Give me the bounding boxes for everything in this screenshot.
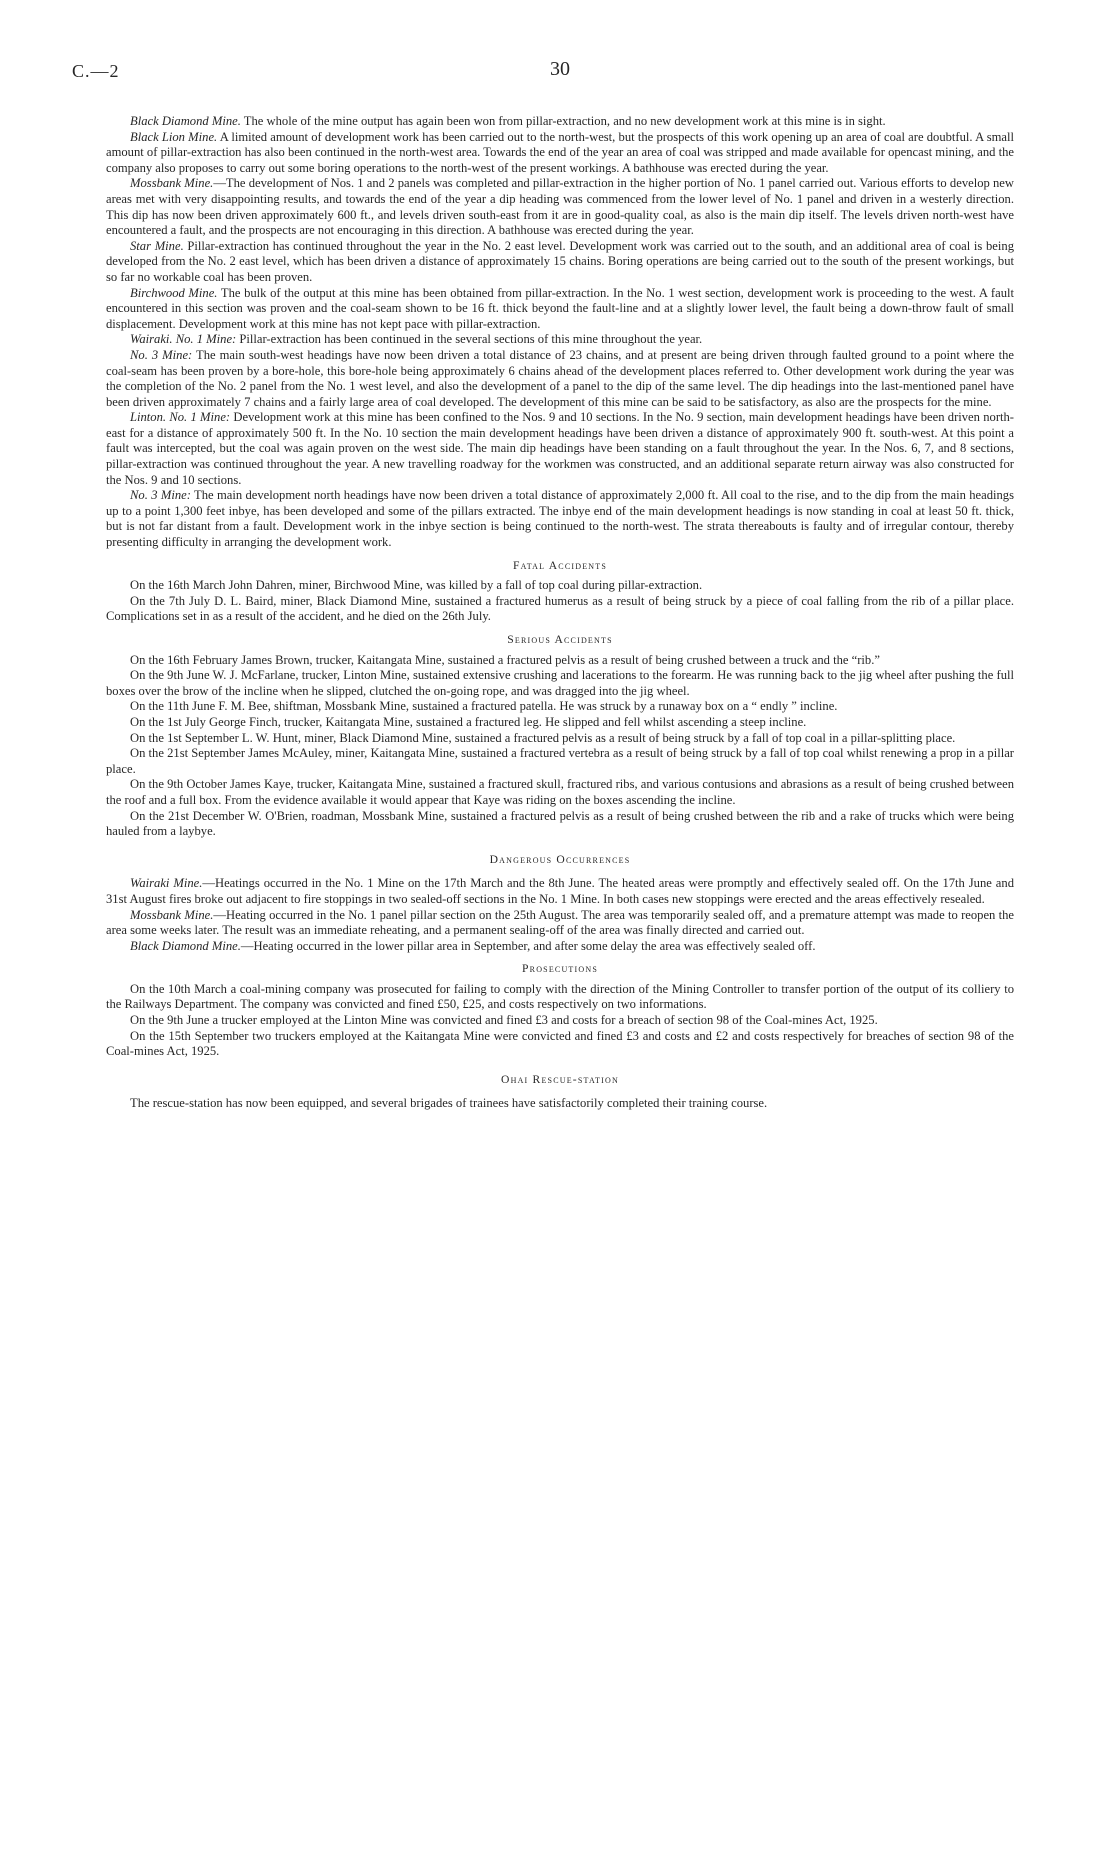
mine-text: The whole of the mine output has again been won from pillar-extraction, and no new development work at this mine is in sight. (243, 114, 886, 128)
report-reference: C.—2 (72, 61, 120, 81)
section-heading: Serious Accidents (507, 633, 613, 646)
mine-name: No. 3 Mine: (130, 347, 193, 362)
mine-name: No. 3 Mine: (130, 488, 191, 503)
mine-text: Pillar-extraction has been continued in the several sections of this mine throughout the year. (239, 332, 703, 347)
accident-paragraph: On the 16th February James Brown, trucker, Kaitangata Mine, sustained a fractured pelvis as a result of being crushed between a truck and the “rib.” (130, 652, 880, 667)
rescue-paragraph: The rescue-station has now been equipped, and several brigades of trainees have satisfactorily completed their training course. (130, 1096, 768, 1111)
mine-name: Black Diamond Mine. (130, 114, 241, 128)
accident-paragraph: On the 7th July D. L. Baird, miner, Black Diamond Mine, sustained a fractured humerus as a result of being struck by a piece of coal falling from the rib of a pillar place. Complications set in as a result of the accident, and he died on the 26th July. (106, 593, 1014, 624)
occurrence-text: —Heatings occurred in the No. 1 Mine on the 17th March and the 8th June. The heated areas were promptly and effectively sealed off. On the 17th June and 31st August fires broke out adjacent to fire stoppings in two sealed-off sections in the No. 1 Mine. In both cases new stoppings were erected and the areas effectively resealed. (106, 876, 1014, 906)
accident-paragraph: On the 9th June W. J. McFarlane, trucker, Linton Mine, sustained extensive crushing and lacerations to the forearm. He was running back to the jig wheel after pushing the full boxes over the brow of the incline when he slipped, clutched the on-going rope, and was dragged into the jig wheel. (106, 668, 1014, 698)
section-heading: Fatal Accidents (513, 558, 607, 572)
mine-reports (106, 114, 1014, 551)
prosecutions-section (106, 961, 1014, 1060)
accident-paragraph: On the 21st December W. O'Brien, roadman, Mossbank Mine, sustained a fractured pelvis as a result of being crushed between the rib and a rake of trucks which were being hauled from a laybye. (106, 808, 1014, 839)
mine-paragraph (106, 488, 1014, 550)
occurrence-text: —Heating occurred in the lower pillar area in September, and after some delay the area was effectively sealed off. (240, 938, 816, 953)
accident-paragraph: On the 1st September L. W. Hunt, miner, Black Diamond Mine, sustained a fractured pelvis as a result of being struck by a fall of top coal in a pillar-splitting place. (130, 730, 956, 745)
mine-paragraph (106, 286, 1014, 333)
mine-name: Linton. No. 1 Mine: (130, 410, 231, 425)
mine-text: Pillar-extraction has continued throughout the year in the No. 2 east level. Development work was carried out to the south, and an additional area of coal is being developed from the No. 2 east level, which has been driven a distance of approximately 15 chains. Boring operations are being carried out to the south of the present workings, but so far no workable coal has been proven. (106, 238, 1014, 284)
mine-paragraph (106, 348, 1014, 410)
page-number: 30 (550, 58, 570, 80)
mine-paragraph (106, 239, 1014, 286)
mine-paragraph (106, 114, 1014, 130)
mine-name: Star Mine. (130, 238, 184, 253)
mine-name: Mossbank Mine. (130, 907, 214, 922)
mine-text: —The development of Nos. 1 and 2 panels was completed and pillar-extraction in the higher portion of No. 1 panel carried out. Various efforts to develop new areas met with very disappointing results, and towards the end of the year a dip heading was commenced from the lower level of No. 1 panel and driven in a westerly direction. This dip has now been driven approximately 600 ft., and levels driven south-east from it are in good-quality coal, as also is the main dip itself. The levels driven north-west have encountered a fault, and the prospects are not encouraging in this direction. A bathhouse was erected during the year. (106, 176, 1014, 238)
mine-paragraph (106, 410, 1014, 488)
occurrence-paragraph (106, 876, 1014, 907)
mine-paragraph (106, 130, 1014, 177)
mine-text: The main development north headings have now been driven a total distance of approximately 2,000 ft. All coal to the rise, and to the dip from the main headings up to a point 1,300 feet inbye, has been developed and some of the pillars extracted. The inbye end of the main development headings is now standing in coal at least 50 ft. thick, but is not far distant from a fault. Development work in the inbye section is being continued to the north-west. The strata thereabouts is faulty and of irregular contour, thereby presenting difficulty in arranging the development work. (106, 488, 1015, 550)
accident-paragraph: On the 11th June F. M. Bee, shiftman, Mossbank Mine, sustained a fractured patella. He was struck by a runaway box on a “ endly ” incline. (130, 699, 838, 714)
prosecution-paragraph: On the 9th June a trucker employed at the Linton Mine was convicted and fined £3 and costs for a breach of section 98 of the Coal-mines Act, 1925. (130, 1013, 878, 1028)
accident-paragraph: On the 16th March John Dahren, miner, Birchwood Mine, was killed by a fall of top coal during pillar-extraction. (130, 578, 703, 593)
mine-text: The bulk of the output at this mine has been obtained from pillar-extraction. In the No. 1 west section, development work is proceeding to the west. A fault encountered in this section was proven and the coal-seam shown to be 16 ft. thick beyond the fault-line and at a slightly lower level, the fault being a down-throw fault of small displacement. Development work at this mine has not kept pace with pillar-extraction. (106, 285, 1014, 331)
prosecution-paragraph: On the 15th September two truckers employed at the Kaitangata Mine were convicted and fined £3 and costs and £2 and costs respectively for breaches of section 98 of the Coal-mines Act, 1925. (106, 1028, 1014, 1059)
accident-paragraph: On the 1st July George Finch, trucker, Kaitangata Mine, sustained a fractured leg. He slipped and fell whilst ascending a steep incline. (130, 714, 807, 729)
mine-name: Birchwood Mine. (130, 285, 218, 300)
page-header (72, 58, 1014, 88)
mine-text: Development work at this mine has been confined to the Nos. 9 and 10 sections. In the No. 9 section, main development headings have been driven north-east for a distance of approximately 500 ft. In the No. 10 section the main development headings have been driven a distance of approximately 900 ft. south-west. At this point a fault was intercepted, but the coal was again proven on the west side. The main dip headings have been standing on a fault throughout the year. In the Nos. 6, 7, and 8 sections, pillar-extraction was continued throughout the year. A new travelling roadway for the workmen was constructed, and an additional separate return airway was also constructed for the Nos. 9 and 10 sections. (106, 410, 1015, 487)
prosecution-paragraph: On the 10th March a coal-mining company was prosecuted for failing to comply with the direction of the Mining Controller to transfer portion of the output of its colliery to the Railways Department. The company was convicted and fined £50, £25, and costs respectively on two informations. (106, 981, 1014, 1012)
mine-name: Wairaki. No. 1 Mine: (130, 332, 237, 347)
mine-paragraph (106, 332, 1014, 348)
section-heading: Prosecutions (522, 962, 598, 976)
accident-paragraph: On the 9th October James Kaye, trucker, Kaitangata Mine, sustained a fractured skull, fractured ribs, and various contusions and abrasions as a result of being crushed between the roof and a full box. From the evidence available it would appear that Kaye was riding on the boxes ascending the incline. (106, 777, 1014, 807)
mine-text: A limited amount of development work has been carried out to the north-west, but the prospects of this work opening up an area of coal are doubtful. A small amount of pillar-extraction has also been continued in the north-west area. Towards the end of the year an area of coal was stripped and made available for opencast mining, and the company also proposes to carry out some boring operations to the north-west of the present workings. A bathhouse was erected during the year. (106, 129, 1014, 175)
serious-accidents-section (106, 632, 1014, 840)
section-heading: Dangerous Occurrences (489, 852, 631, 866)
mine-paragraph (106, 176, 1014, 238)
mine-text: The main south-west headings have now been driven a total distance of 23 chains, and at present are being driven through faulted ground to a point where the coal-seam has been proven by a bore-hole, this bore-hole being approximately 6 chains ahead of the development places referred to. Other development work during the year was the completion of the No. 2 panel from the No. 1 west level, and also the development of a panel to the dip of the same level. The dip headings into the last-mentioned panel have been driven approximately 7 chains and a fairly large area of coal developed. The development of this mine can be said to be satisfactory, as also are the prospects for the mine. (106, 347, 1015, 409)
dangerous-occurrences-section (106, 852, 1014, 955)
mine-name: Wairaki Mine. (130, 876, 203, 891)
occurrence-paragraph (106, 939, 1014, 955)
occurrence-text: —Heating occurred in the No. 1 panel pillar section on the 25th August. The area was temporarily sealed off, and a premature attempt was made to reopen the area some weeks later. The result was an immediate reheating, and a permanent sealing-off of the area was finally directed and carried out. (106, 907, 1015, 938)
occurrence-paragraph (106, 908, 1014, 939)
mine-name: Black Diamond Mine. (130, 938, 241, 953)
accident-paragraph: On the 21st September James McAuley, miner, Kaitangata Mine, sustained a fractured vertebra as a result of being struck by a fall of top coal whilst renewing a prop in a pillar place. (106, 746, 1014, 776)
mine-name: Black Lion Mine. (130, 129, 218, 144)
section-heading: Ohai Rescue-station (501, 1072, 619, 1086)
rescue-station-section (106, 1072, 1014, 1112)
mine-name: Mossbank Mine. (130, 176, 214, 191)
fatal-accidents-section (106, 558, 1014, 625)
